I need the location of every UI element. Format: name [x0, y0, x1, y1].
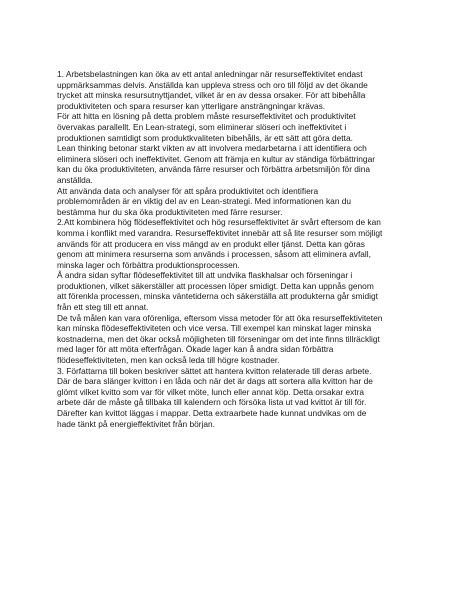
text-line: komma i konflikt med varandra. Resurseffektivitet innebär att så lite resurser som möjligt: [57, 227, 383, 238]
text-line: Å andra sidan syftar flödeseffektivitet till att undvika flaskhalsar och förseningar i: [57, 270, 353, 281]
text-line: trycket att minska resursutnyttjandet, vilket är en av dessa orsaker. För att bibehålla: [57, 90, 366, 101]
text-line: 1. Arbetsbelastningen kan öka av ett antal anledningar när resurseffektivitet endast: [57, 69, 363, 79]
text-line: anställda.: [57, 174, 93, 185]
text-line: kan du öka produktiviteten, använda färre resurser och förbättra arbetsmiljön för dina: [57, 164, 371, 175]
text-line: minska lager och förbättra produktionsprocessen.: [57, 259, 240, 270]
text-line: kan minska flödeseffektiviteten och vice versa. Till exempel kan minskat lager minska: [57, 323, 372, 334]
text-line: För att hitta en lösning på detta problem måste resurseffektivitet och produktivitet: [57, 111, 356, 122]
document-body: [57, 69, 427, 429]
text-line: Lean thinking betonar starkt vikten av att involvera medarbetarna i att identifiera och: [57, 143, 367, 154]
text-line: med lager för att möta efterfrågan. Ökade lager kan å andra sidan förbättra: [57, 344, 334, 355]
paragraph-goal-conflict: [57, 313, 427, 366]
text-line: arbete där de måste gå tillbaka till kalendern och försöka lista ut vad kvittot är till för.: [57, 397, 367, 408]
text-line: De två målen kan vara oförenliga, eftersom vissa metoder för att öka resurseffektiviteten: [57, 312, 383, 323]
paragraph-resource-workload: [57, 69, 427, 111]
text-line: 2.Att kombinera hög flödeseffektivitet och hög resurseffektivitet är svårt eftersom de kan: [57, 217, 381, 228]
paragraph-lean-strategy: [57, 111, 427, 217]
paragraph-flow-vs-resource: [57, 217, 427, 312]
text-line: används för att producera en viss mängd av en produkt eller tjänst. Detta kan göras: [57, 238, 365, 249]
text-line: problemområden är en viktig del av en Lean-strategi. Med informationen kan du: [57, 196, 352, 207]
text-line: Därefter kan kvittot läggas i mappar. Detta extraarbete hade kunnat undvikas om de: [57, 408, 367, 418]
text-line: eliminera slöseri och ineffektivitet. Genom att främja en kultur av ständiga förbättringar: [57, 153, 375, 164]
text-line: 3. Författarna till boken beskriver sättet att hantera kvitton relaterade till deras arbete.: [57, 365, 372, 376]
text-line: genom att minimera resurserna som används i processen, såsom att eliminera avfall,: [57, 249, 371, 260]
text-line: att förenkla processen, minska väntetiderna och säkerställa att produkterna går smidigt: [57, 291, 378, 302]
text-line: bestämma hur du ska öka produktiviteten med färre resurser.: [57, 206, 283, 217]
text-line: kostnaderna, men det ökar också möjligheten till förseningar om det inte finns tillräckligt: [57, 333, 380, 344]
text-line: produktionen, vilket säkerställer att processen löper smidigt. Detta kan uppnås genom: [57, 280, 374, 291]
text-line: produktionen samtidigt som produktkvaliteten bibehålls, är ett sätt att göra detta.: [57, 132, 353, 143]
text-line: flödeseffektiviteten, men kan också leda till högre kostnader.: [57, 355, 280, 366]
text-line: hade tänkt på energieffektivitet från början.: [57, 418, 216, 429]
text-line: produktiviteten och spara resurser kan ytterligare ansträngningar krävas.: [57, 100, 326, 111]
text-line: från ett steg till ett annat.: [57, 302, 149, 313]
text-line: glömt vilket kvitto som var för vilket möte, lunch eller annat köp. Detta orsakar extra: [57, 386, 364, 397]
text-line: Där de bara slänger kvitton i en låda och när det är dags att sortera alla kvitton har de: [57, 376, 373, 387]
text-line: uppmärksammas delvis. Anställda kan uppleva stress och oro till följd av det ökande: [57, 79, 368, 90]
text-line: Att använda data och analyser för att spåra produktivitet och identifiera: [57, 185, 319, 196]
text-line: övervakas parallellt. En Lean-strategi, som eliminerar slöseri och ineffektivitet i: [57, 121, 347, 132]
paragraph-receipts: [57, 366, 427, 430]
